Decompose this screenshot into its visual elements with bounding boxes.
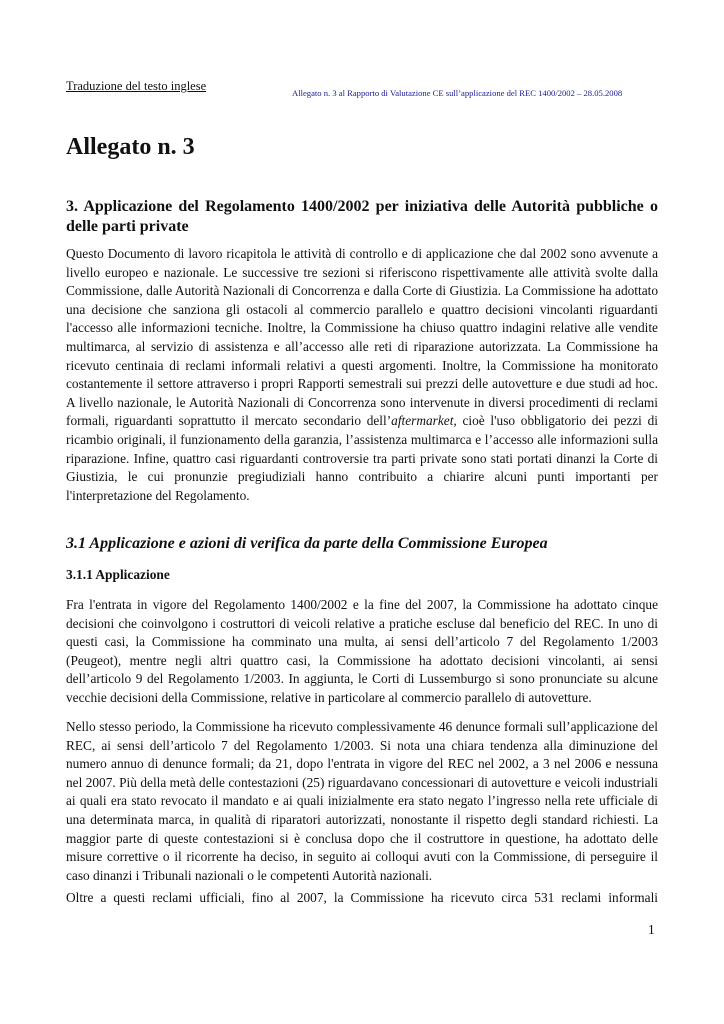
header-document-reference: Allegato n. 3 al Rapporto di Valutazione CE sull’applicazione del REC 1400/2002 – 28.05.2008 <box>292 88 623 98</box>
page-title: Allegato n. 3 <box>66 134 195 160</box>
section-3-heading: 3. Applicazione del Regolamento 1400/2002 per iniziativa delle Autorità pubbliche o delle parti private <box>66 198 658 235</box>
subsection-paragraph-1: Fra l'entrata in vigore del Regolamento 1400/2002 e la fine del 2007, la Commissione ha adottato cinque decisioni che coinvolgono i costruttori di veicoli relative a pratiche escluse dal beneficio del REC. In uno di questi casi, la Commissione ha comminato una multa, ai sensi dell’articolo 7 del Regolamento 1/2003 (Peugeot), mentre negli altri quattro casi, la Commissione ha adottato decisioni vincolanti, ai sensi dell’articolo 9 del Regolamento 1/2003. In aggiunta, le Corti di Lussemburgo si sono pronunciate su alcune vecchie decisioni della Commissione, relative in particolare al commercio parallelo di autovetture. <box>66 597 658 705</box>
subsection-paragraph-2: Nello stesso periodo, la Commissione ha ricevuto complessivamente 46 denunce formali sull’applicazione del REC, ai sensi dell’articolo 7 del Regolamento 1/2003. Si nota una chiara tendenza alla diminuzione del numero annuo di denunce formali; da 21, dopo l'entrata in vigore del REC nel 2002, a 3 nel 2006 e nessuna nel 2007. Più della metà delle contestazioni (25) riguardavano concessionari di autovetture e veicoli industriali ai quali era stato revocato il mandato e ai quali inizialmente era stato negato l’ingresso nella rete ufficiale di una determinata marca, in qualità di riparatori autorizzati, nonostante il rispetto degli standard richiesti. La maggior parte di queste contestazioni si è conclusa dopo che il costruttore in questione, ha adottato delle misure correttive o il ricorrente ha deciso, in seguito ai colloqui avuti con la Commissione, di perseguire il caso dinanzi i Tribunali nazionali o le competenti Autorità nazionali. <box>66 719 658 883</box>
paragraph-text: Questo Documento di lavoro ricapitola le attività di controllo e di applicazione che dal 2002 sono avvenute a livello europeo e nazionale. Le successive tre sezioni si riferiscono rispettivamente alle attività svolte dalla Commissione, dalle Autorità Nazionali di Concorrenza e dalla Corte di Giustizia. La Commissione ha adottato una decisione che sanziona gli ostacoli al commercio parallelo e quattro decisioni vincolanti riguardanti l'accesso alle informazioni tecniche. Inoltre, la Commissione ha chiuso quattro indagini relative alle vendite multimarca, al servizio di assistenza e all’accesso alle reti di riparazione autorizzata. La Commissione ha ricevuto centinaia di reclami informali relativi a questi argomenti. Inoltre, la Commissione ha monitorato costantemente il settore attraverso i propri Rapporti semestrali sui prezzi delle autovetture e due studi ad hoc. A livello nazionale, le Autorità Nazionali di Concorrenza sono intervenute in diversi procedimenti di reclami formali, riguardanti soprattutto il mercato secondario dell’ <box>66 246 658 429</box>
paragraph-text: cioè l'uso obbligatorio dei pezzi di ricambio originali, il funzionamento della garanzia, l’assistenza multimarca e l’accesso alle informazioni sulla riparazione. Infine, quattro casi riguardanti controversie tra parti private sono stati portati dinanzi la Corte di Giustizia, le cui pronunzie pregiudiziali hanno contribuito a chiarire alcuni punti importanti per l'interpretazione del Regolamento. <box>66 413 658 503</box>
italic-term: aftermarket, <box>391 413 457 429</box>
subsection-3-1-1-heading: 3.1.1 Applicazione <box>66 567 170 582</box>
header-translation-note: Traduzione del testo inglese <box>66 79 207 93</box>
subsection-paragraph-3: Oltre a questi reclami ufficiali, fino al 2007, la Commissione ha ricevuto circa 531 reclami informali <box>66 890 658 905</box>
section-3-1-heading: 3.1 Applicazione e azioni di verifica da parte della Commissione Europea <box>66 535 548 552</box>
section-3-paragraph <box>66 245 658 505</box>
page-number: 1 <box>648 922 655 937</box>
